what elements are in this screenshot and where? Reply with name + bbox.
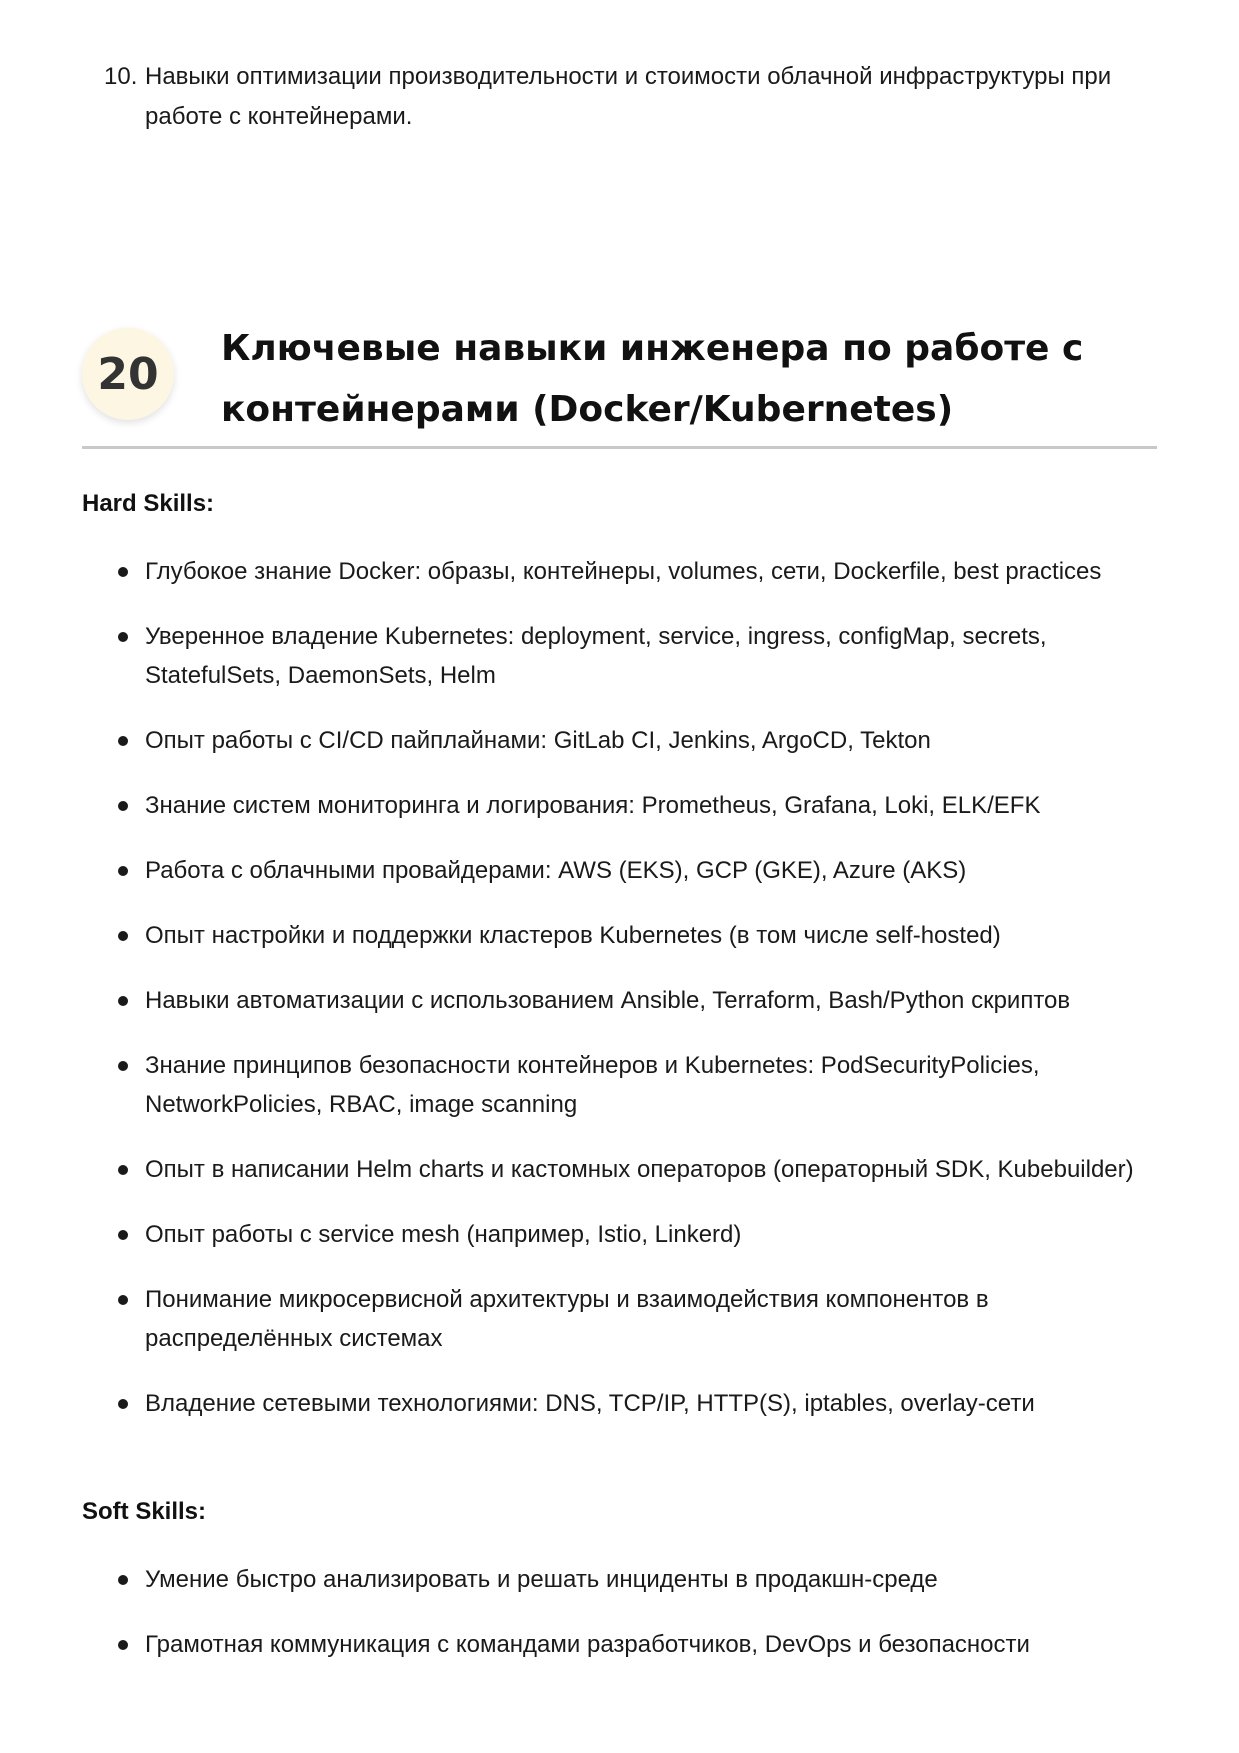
bullet-icon (118, 1640, 128, 1650)
list-item-text: Владение сетевыми технологиями: DNS, TCP/IP, HTTP(S), iptables, overlay-сети (145, 1390, 1035, 1417)
bullet-icon (118, 801, 128, 811)
section-header (82, 318, 1157, 449)
list-item (82, 786, 1157, 825)
bullet-icon (118, 1399, 128, 1409)
list-item (82, 617, 1157, 695)
soft-skills-heading: Soft Skills: (82, 1498, 207, 1525)
list-item (82, 552, 1157, 591)
list-item-number: 10. (104, 63, 138, 90)
hard-skills-heading: Hard Skills: (82, 490, 215, 517)
list-item-text: Грамотная коммуникация с командами разработчиков, DevOps и безопасности (145, 1631, 1030, 1658)
section-title: Ключевые навыки инженера по работе с контейнерами (Docker/Kubernetes) (221, 328, 1084, 430)
list-item-text: Понимание микросервисной архитектуры и взаимодействия компонентов в распределённых системах (145, 1286, 989, 1352)
bullet-icon (118, 1230, 128, 1240)
list-item-text: Навыки оптимизации производительности и стоимости облачной инфраструктуры при работе с контейнерами. (145, 63, 1112, 130)
list-item (82, 1150, 1157, 1189)
list-item-text: Работа с облачными провайдерами: AWS (EKS), GCP (GKE), Azure (AKS) (145, 857, 967, 884)
bullet-icon (118, 1165, 128, 1175)
list-item-text: Знание принципов безопасности контейнеров и Kubernetes: PodSecurityPolicies, NetworkPolicies, RBAC, image scanning (145, 1052, 1040, 1118)
list-item (82, 721, 1157, 760)
list-item (82, 981, 1157, 1020)
section-number-badge: 20 (82, 328, 174, 420)
bullet-icon (118, 1575, 128, 1585)
list-item-text: Опыт в написании Helm charts и кастомных операторов (операторный SDK, Kubebuilder) (145, 1156, 1134, 1183)
list-item-text: Опыт работы с CI/CD пайплайнами: GitLab CI, Jenkins, ArgoCD, Tekton (145, 727, 931, 754)
list-item (82, 1046, 1157, 1124)
list-item (82, 851, 1157, 890)
soft-skills-list (82, 1560, 1157, 1690)
bullet-icon (118, 866, 128, 876)
bullet-icon (118, 1295, 128, 1305)
list-item (82, 1384, 1157, 1423)
list-item-text: Опыт настройки и поддержки кластеров Kubernetes (в том числе self-hosted) (145, 922, 1001, 949)
list-item-text: Навыки автоматизации с использованием Ansible, Terraform, Bash/Python скриптов (145, 987, 1071, 1014)
hard-skills-list (82, 552, 1157, 1449)
bullet-icon (118, 567, 128, 577)
list-item-text: Умение быстро анализировать и решать инциденты в продакшн-среде (145, 1566, 938, 1593)
list-item-text: Опыт работы с service mesh (например, Istio, Linkerd) (145, 1221, 742, 1248)
bullet-icon (118, 1061, 128, 1071)
list-item (82, 1215, 1157, 1254)
list-item (82, 1560, 1157, 1599)
list-item (82, 1625, 1157, 1664)
list-item-text: Знание систем мониторинга и логирования: Prometheus, Grafana, Loki, ELK/EFK (145, 792, 1041, 819)
list-item (82, 1280, 1157, 1358)
list-item-text: Глубокое знание Docker: образы, контейнеры, volumes, сети, Dockerfile, best practices (145, 558, 1102, 585)
bullet-icon (118, 996, 128, 1006)
list-item-text: Уверенное владение Kubernetes: deployment, service, ingress, configMap, secrets, StatefulSets, DaemonSets, Helm (145, 623, 1047, 689)
bullet-icon (118, 931, 128, 941)
bullet-icon (118, 736, 128, 746)
list-item (82, 916, 1157, 955)
bullet-icon (118, 632, 128, 642)
